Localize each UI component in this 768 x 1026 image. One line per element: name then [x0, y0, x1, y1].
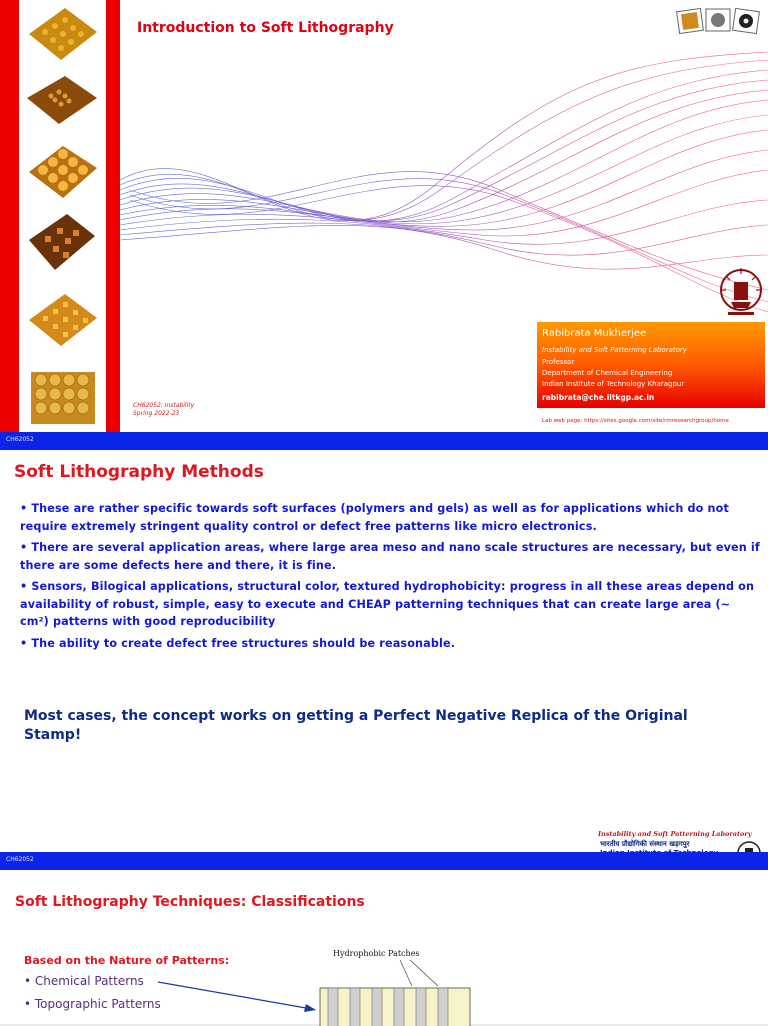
presenter-institute: Indian Institute of Technology Kharagpur — [542, 380, 685, 388]
stripe-pattern — [320, 946, 470, 1026]
presenter-position: Professor — [542, 358, 575, 366]
list-item-topographic: • Topographic Patterns — [24, 997, 161, 1011]
lab-logo-name: Instability and Soft Patterning Laboratory — [598, 830, 752, 838]
slide1-footer-code: CH62052 — [6, 436, 34, 443]
diagram-caption: Hydrophobic Patches — [333, 949, 420, 958]
hydrophobic-patches-diagram — [320, 946, 470, 1026]
lab-web-link[interactable]: Lab web page: https://sites.google.com/site/rmresearchgroup/home — [542, 418, 729, 424]
slide-title: Introduction to Soft Lithography — [137, 20, 394, 36]
bullet-item: • These are rather specific towards soft surfaces (polymers and gels) as well as for applications which do not require extremely stringent quality control or defect free patterns like micro electronics. — [20, 502, 729, 533]
pattern-thumbnail-6 — [25, 366, 99, 426]
bullet-item: • There are several application areas, where large area meso and nano scale structures are necessary, but even if there are some defects here and there, it is fine. — [20, 541, 760, 572]
bullet-item: • Sensors, Bilogical applications, structural color, textured hydrophobicity: progress in all these areas depend on availability of robust, simple, easy to execute and CHEAP patterning techniques that can create large area (~ cm²) patterns with good reproducibility — [20, 580, 755, 628]
highlight-statement: Most cases, the concept works on getting a Perfect Negative Replica of the Original Stamp! — [24, 708, 688, 743]
top-right-logo — [676, 4, 762, 38]
lab-logo-hindi: भारतीय प्रौद्योगिकी संस्थान खड़गपुर — [600, 840, 690, 848]
slide1-footer — [0, 432, 768, 450]
pattern-thumbnail-3 — [25, 140, 99, 200]
presenter-lab: Instability and Soft Patterning Laboratory — [542, 346, 687, 354]
presenter-name: Rabibrata Mukherjee — [542, 328, 647, 339]
inner-red-bar — [106, 0, 120, 432]
arrow-graphic — [156, 978, 320, 1014]
classification-subtitle: Based on the Nature of Patterns: — [24, 954, 230, 967]
iit-kharagpur-emblem — [718, 266, 764, 318]
slide-title: Soft Lithography Techniques: Classifications — [15, 894, 365, 910]
presenter-email[interactable]: rabibrata@che.iitkgp.ac.in — [542, 393, 655, 402]
slide-title: Soft Lithography Methods — [14, 462, 264, 482]
course-term: Spring 2022-23 — [133, 410, 180, 417]
presenter-info-box — [537, 322, 765, 408]
course-code: CH62052: Instability — [133, 402, 195, 409]
decorative-wave-graphic — [120, 40, 768, 340]
pattern-thumbnail-4 — [25, 212, 99, 272]
bullet-list — [20, 500, 760, 656]
classification-slide — [0, 870, 768, 1024]
list-item-chemical: • Chemical Patterns — [24, 974, 144, 988]
course-info — [133, 402, 194, 418]
bullet-item: • The ability to create defect free structures should be reasonable. — [20, 636, 456, 650]
pattern-thumbnail-1 — [25, 4, 99, 64]
left-red-bar — [0, 0, 19, 432]
title-slide — [0, 0, 768, 432]
pattern-thumbnail-5 — [25, 288, 99, 348]
methods-slide — [0, 450, 768, 852]
pattern-thumbnails — [19, 0, 106, 432]
presenter-department: Department of Chemical Engineering — [542, 369, 673, 377]
slide2-footer — [0, 852, 768, 870]
slide2-footer-code: CH62052 — [6, 856, 34, 863]
pattern-thumbnail-2 — [25, 68, 99, 128]
